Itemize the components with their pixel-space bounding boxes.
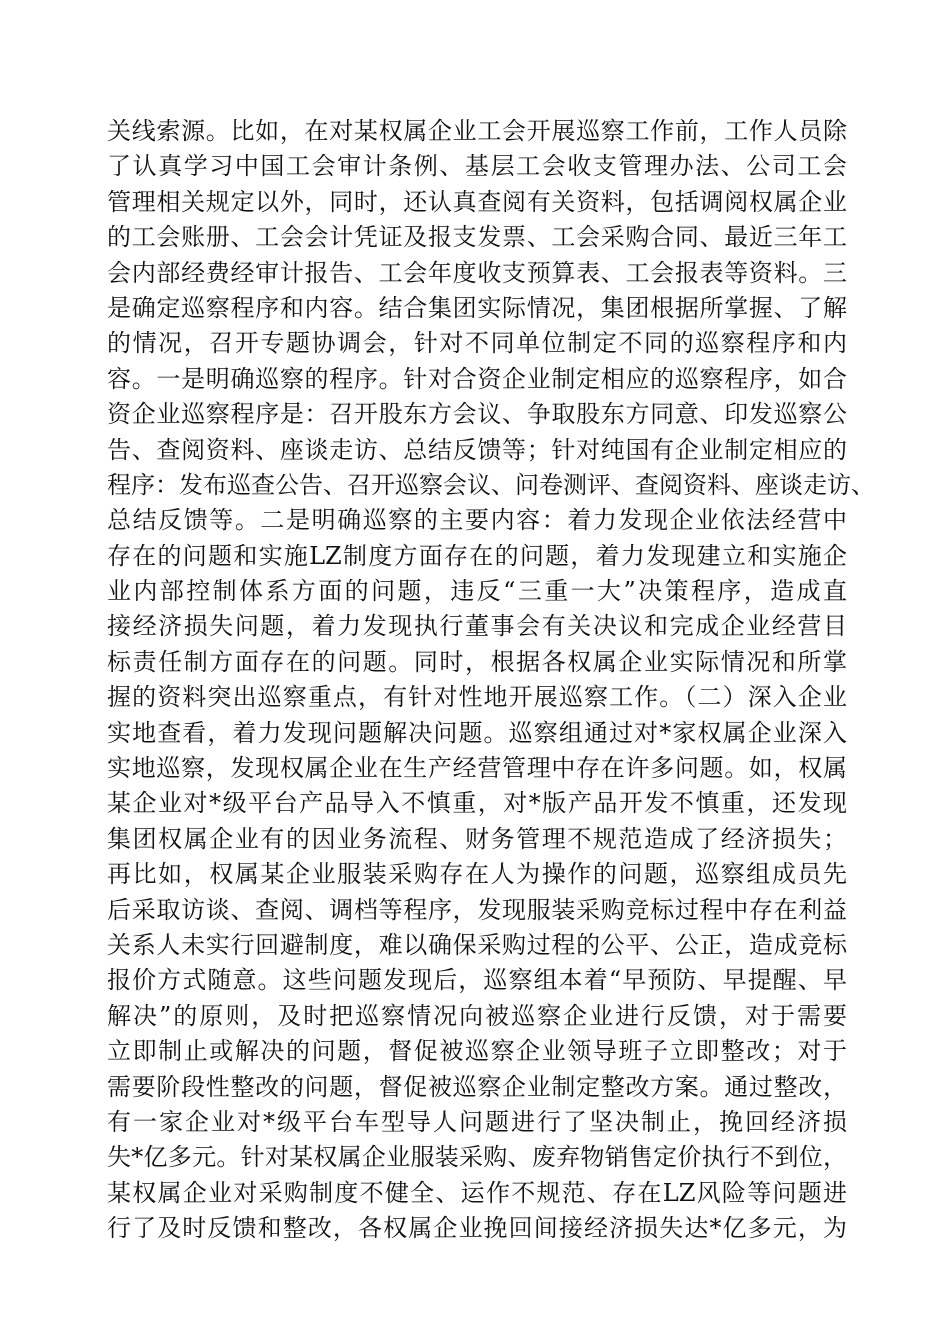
text-line: 是确定巡察程序和内容。结合集团实际情况，集团根据所掌握、了解 (107, 293, 847, 322)
text-line: 关线索源。比如，在对某权属企业工会开展巡察工作前，工作人员除 (107, 117, 847, 145)
text-line: 标责任制方面存在的问题。同时，根据各权属企业实际情况和所掌 (107, 647, 847, 676)
text-line: 的工会账册、工会会计凭证及报支发票、工会采购合同、最近三年工 (107, 223, 847, 252)
text-line: 会内部经费经审计报告、工会年度收支预算表、工会报表等资料。三 (107, 258, 847, 287)
text-line: 行了及时反馈和整改，各权属企业挽回间接经济损失达*亿多元，为 (107, 1214, 847, 1243)
text-line: 了认真学习中国工会审计条例、基层工会收支管理办法、公司工会 (107, 152, 847, 181)
text-line: 报价方式随意。这些问题发现后，巡察组本着“早预防、早提醒、早 (107, 966, 847, 995)
text-line: 失*亿多元。针对某权属企业服装采购、废弃物销售定价执行不到位， (107, 1143, 847, 1172)
text-line: 解决”的原则，及时把巡察情况向被巡察企业进行反馈，对于需要 (107, 1001, 847, 1030)
text-line: 握的资料突出巡察重点，有针对性地开展巡察工作。（二）深入企业 (107, 683, 847, 712)
text-line: 程序：发布巡查公告、召开巡察会议、问卷测评、查阅资料、座谈走访、 (107, 470, 875, 499)
text-line: 有一家企业对*级平台车型导人问题进行了坚决制止，挽回经济损 (107, 1107, 847, 1136)
text-line: 立即制止或解决的问题，督促被巡察企业领导班子立即整改；对于 (107, 1037, 847, 1066)
text-line: 某企业对*级平台产品导入不慎重，对*版产品开发不慎重，还发现 (107, 789, 847, 818)
text-line: 接经济损失问题，着力发现执行董事会有关决议和完成企业经营目 (107, 612, 847, 641)
text-line: 容。一是明确巡察的程序。针对合资企业制定相应的巡察程序，如合 (107, 364, 847, 393)
text-line: 集团权属企业有的因业务流程、财务管理不规范造成了经济损失； (107, 824, 847, 853)
text-line: 资企业巡察程序是：召开股东方会议、争取股东方同意、印发巡察公 (107, 400, 847, 429)
text-line: 管理相关规定以外，同时，还认真查阅有关资料，包括调阅权属企业 (107, 187, 847, 216)
text-line: 存在的问题和实施LZ制度方面存在的问题，着力发现建立和实施企 (107, 541, 847, 570)
body-text (107, 114, 875, 1247)
text-line: 需要阶段性整改的问题，督促被巡察企业制定整改方案。通过整改， (107, 1072, 847, 1101)
text-line: 后采取访谈、查阅、调档等程序，发现服装采购竞标过程中存在利益 (107, 895, 847, 924)
text-line: 再比如，权属某企业服装采购存在人为操作的问题，巡察组成员先 (107, 860, 847, 889)
text-line: 告、查阅资料、座谈走访、总结反馈等；针对纯国有企业制定相应的 (107, 435, 847, 464)
text-line: 某权属企业对采购制度不健全、运作不规范、存在LZ风险等问题进 (107, 1178, 847, 1207)
text-line: 业内部控制体系方面的问题，违反“三重一大”决策程序，造成直 (107, 577, 847, 606)
text-line: 实地查看，着力发现问题解决问题。巡察组通过对*家权属企业深入 (107, 718, 847, 747)
text-line: 的情况，召开专题协调会，针对不同单位制定不同的巡察程序和内 (107, 329, 847, 358)
text-line: 总结反馈等。二是明确巡察的主要内容：着力发现企业依法经营中 (107, 506, 847, 535)
text-line: 实地巡察，发现权属企业在生产经营管理中存在许多问题。如，权属 (107, 754, 847, 783)
text-line: 关系人未实行回避制度，难以确保采购过程的公平、公正，造成竞标 (107, 930, 847, 959)
